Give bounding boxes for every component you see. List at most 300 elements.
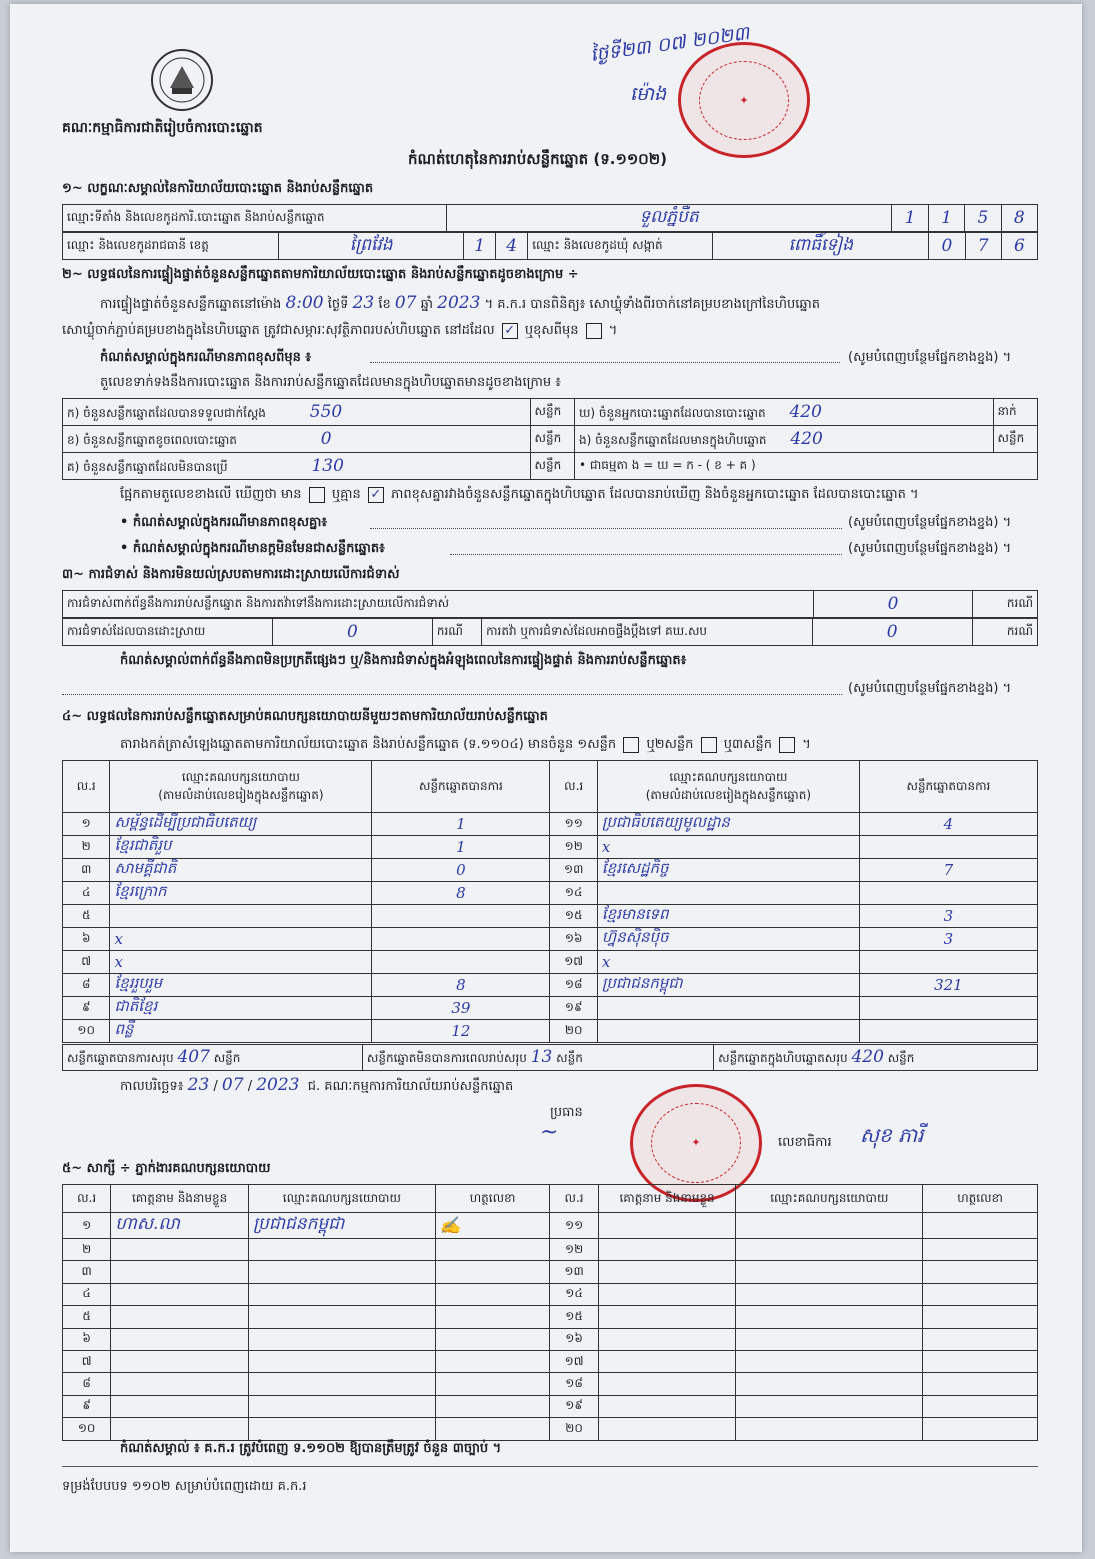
line2-text: សោឃ្លុំចាក់ភ្ជាប់គម្របខាងក្នុងនៃហិបឆ្នោត ត្រូវជាសម្ភារៈសុវត្ថិភាពរបស់ហិបឆ្នោត នៅដដែល	[62, 323, 495, 338]
col-party-sub: (តាមលំដាប់លេខរៀងក្នុងសន្លឹកឆ្នោត)	[645, 787, 812, 802]
sheets-intro: តារាងកត់ត្រាសំឡេងឆ្នោតតាមការិយាល័យបោះឆ្នោត និងរាប់សន្លឹកឆ្នោត (ទ.១១០៤) មានចំនួន ១សន្លឹក	[120, 737, 617, 752]
witness-no: ១៩	[550, 1395, 598, 1417]
result-votes: 7	[859, 859, 1037, 882]
result-party: x	[110, 928, 372, 951]
figure-label: ង) ចំនួនសន្លឹកឆ្នោតដែលមានក្នុងហិបឆ្នោត	[578, 432, 767, 447]
note-fill-text: (សូមបំពេញបន្ថែមផ្នែកខាងខ្នង)	[848, 350, 999, 365]
col-votes: សន្លឹកឆ្នោតបានការ	[372, 761, 550, 813]
result-no: ៨	[63, 974, 110, 997]
result-row	[63, 974, 1038, 997]
section2-title: ២~ លទ្ធផលនៃការផ្ទៀងផ្ទាត់ចំនួនសន្លឹកឆ្នោតតាមការិយាល័យបោះឆ្នោត និងរាប់សន្លឹកឆ្នោតដូចខាងក្រោម ÷	[62, 267, 579, 282]
result-party: ខ្មែរក្រោក	[110, 882, 372, 905]
figure-label: គ) ចំនួនសន្លឹកឆ្នោតដែលមិនបានប្រើ	[67, 459, 228, 474]
witness-signature	[435, 1261, 550, 1283]
section3-title: ៣~ ការជំទាស់ និងការមិនយល់ស្របតាមការដោះស្រាយលើការជំទាស់	[62, 567, 400, 582]
figure-unit: នាក់	[993, 399, 1037, 426]
witness-no: ១៧	[550, 1350, 598, 1372]
result-party: ខ្មែររួបរួម	[110, 974, 372, 997]
witness-name	[111, 1373, 249, 1395]
dotted-fill-line	[450, 554, 842, 555]
handwritten-time-top: ម៉ោង	[630, 83, 667, 105]
result-votes: 0	[372, 859, 550, 882]
result-party	[597, 1020, 859, 1043]
line1-text-e: ។ គ.ក.រ បានពិនិត្យ៖ សោឃ្លុំទាំងពីរចាក់នៅគម្របខាងក្រៅនៃហិបឆ្នោត	[484, 297, 820, 312]
date-day: 23	[187, 1075, 210, 1095]
committee-label: ជ. គណៈកម្មការការិយាល័យរាប់សន្លឹកឆ្នោត	[307, 1079, 514, 1094]
total-invalid	[362, 1045, 713, 1071]
total-valid-value: 407	[177, 1047, 210, 1067]
figures-intro: តួលេខទាក់ទងនឹងការបោះឆ្នោត និងការរាប់សន្លឹកឆ្នោតដែលមានក្នុងហិបឆ្នោតមានដូចខាងក្រោម ៖	[100, 375, 561, 390]
figure-unit: សន្លឹក	[530, 453, 574, 480]
witness-signature	[435, 1350, 550, 1372]
day-value: 23	[352, 293, 375, 313]
witness-row	[63, 1261, 1038, 1283]
two-sheets-checkbox[interactable]	[701, 737, 717, 753]
total-valid	[63, 1045, 363, 1071]
province-code-digit: 4	[496, 233, 528, 260]
result-no: ១០	[63, 1020, 110, 1043]
commune-code-digit: 0	[929, 233, 965, 260]
section1-table-row2	[62, 232, 1038, 260]
result-no: ១៤	[550, 882, 597, 905]
w-col-party: ឈ្មោះគណបក្សនយោបាយ	[248, 1185, 435, 1213]
bullet1-fill-hint	[848, 514, 1011, 532]
witness-signature	[435, 1283, 550, 1305]
objection-table	[62, 590, 1038, 618]
result-row	[63, 951, 1038, 974]
figure-label: ក) ចំនួនសន្លឹកឆ្នោតដែលបានទទួលជាក់ស្តែង	[67, 405, 266, 420]
results-table	[62, 760, 1038, 1043]
result-party: ប្រជាជនកម្ពុជា	[597, 974, 859, 997]
result-no: ១៩	[550, 997, 597, 1020]
figure-row-label	[574, 399, 993, 426]
witness-party	[248, 1306, 435, 1328]
result-party: ខ្មែរមានទេព	[597, 905, 859, 928]
result-party: x	[110, 951, 372, 974]
result-no: ១១	[550, 813, 597, 836]
document-page	[10, 4, 1082, 1552]
result-votes: 3	[859, 905, 1037, 928]
witness-signature	[923, 1283, 1038, 1305]
sheets-line	[120, 736, 811, 754]
irregularity-fill-hint	[848, 680, 1011, 698]
total-unit: សន្លឹក	[213, 1051, 241, 1065]
witness-signature	[923, 1418, 1038, 1440]
result-votes	[372, 905, 550, 928]
result-no: ១៥	[550, 905, 597, 928]
witness-signature	[435, 1418, 550, 1440]
province-value: ព្រៃវែង	[279, 233, 464, 260]
witness-signature	[435, 1239, 550, 1261]
line2-end: ។	[608, 323, 618, 338]
witness-row	[63, 1239, 1038, 1261]
witness-no: ១០	[63, 1418, 111, 1440]
witness-no: ៦	[63, 1328, 111, 1350]
witness-name	[598, 1213, 736, 1239]
result-votes	[859, 997, 1037, 1020]
line1-text-c: ខែ	[378, 297, 391, 312]
witness-signature	[435, 1306, 550, 1328]
date-month: 07	[221, 1075, 244, 1095]
witness-row	[63, 1350, 1038, 1372]
witness-name	[111, 1418, 249, 1440]
emblem-logo	[150, 48, 214, 112]
result-votes	[372, 951, 550, 974]
result-party: សម្ព័ន្ធដើម្បីប្រជាធិបតេយ្យ	[110, 813, 372, 836]
result-party: ប្រជាធិបតេយ្យមូលដ្ឋាន	[597, 813, 859, 836]
figure-row-label	[63, 453, 531, 480]
compare-option: ឬគ្មាន	[331, 487, 361, 502]
result-no: ១៨	[550, 974, 597, 997]
compare-line	[120, 486, 919, 504]
note-end: ។	[1002, 681, 1012, 696]
resolved-unit: ករណី	[432, 619, 481, 646]
note-fill-hint	[848, 349, 1011, 367]
witness-row	[63, 1328, 1038, 1350]
witness-party	[248, 1350, 435, 1372]
figure-value: 0	[320, 428, 332, 449]
figure-unit: សន្លឹក	[530, 426, 574, 453]
w-col-no: ល.រ	[550, 1185, 598, 1213]
witness-no: ៤	[63, 1283, 111, 1305]
result-row	[63, 928, 1038, 951]
witness-no: ១២	[550, 1239, 598, 1261]
witness-name	[598, 1373, 736, 1395]
total-box-label: សន្លឹកឆ្នោតក្នុងហិបឆ្នោតសរុប	[718, 1051, 848, 1065]
official-stamp-committee: ✦	[630, 1084, 762, 1202]
commune-value: ពោធិ៍ទៀង	[713, 233, 929, 260]
witness-name	[598, 1395, 736, 1417]
witness-row	[63, 1283, 1038, 1305]
figure-row-label	[63, 399, 531, 426]
result-party: x	[597, 951, 859, 974]
code-digit: 1	[928, 205, 964, 232]
witness-party	[248, 1283, 435, 1305]
witness-signature: ✍	[435, 1213, 550, 1239]
witness-no: ៩	[63, 1395, 111, 1417]
result-row	[63, 836, 1038, 859]
result-votes: 321	[859, 974, 1037, 997]
section1-table	[62, 204, 1038, 232]
figure-row-label	[63, 426, 531, 453]
note-end: ។	[1002, 541, 1012, 556]
footer-form-no: ទម្រង់បែបបទ ១១០២ សម្រាប់បំពេញដោយ គ.ក.រ	[62, 1479, 307, 1494]
objection-unit: ករណី	[973, 591, 1038, 618]
has-difference-checkbox[interactable]	[309, 487, 325, 503]
results-body	[63, 813, 1038, 1043]
witness-no: ១១	[550, 1213, 598, 1239]
witness-no: ១៤	[550, 1283, 598, 1305]
location-value-text: ទួលភ្នំបឺត	[639, 206, 699, 227]
witness-party	[736, 1373, 923, 1395]
witness-signature	[923, 1350, 1038, 1372]
section1-title: ១~ លក្ខណៈសម្គាល់នៃការិយាល័យបោះឆ្នោត និងរាប់សន្លឹកឆ្នោត	[62, 181, 374, 196]
signing-date-line: កាលបរិច្ឆេទ៖ 23 / 07 / 2023 ជ. គណៈកម្មការការិយាល័យរាប់សន្លឹកឆ្នោត	[120, 1075, 514, 1095]
col-no: ល.រ	[63, 761, 110, 813]
secretary-name: សុខ ភារី	[860, 1123, 924, 1147]
date-label: កាលបរិច្ឆេទ៖	[120, 1079, 184, 1094]
witness-signature	[923, 1373, 1038, 1395]
col-party-title: ឈ្មោះគណបក្សនយោបាយ	[181, 769, 300, 784]
col-party-title: ឈ្មោះគណបក្សនយោបាយ	[669, 769, 788, 784]
result-row	[63, 882, 1038, 905]
col-party	[597, 761, 859, 813]
witness-name	[598, 1239, 736, 1261]
result-no: ៧	[63, 951, 110, 974]
witness-name	[111, 1261, 249, 1283]
result-party	[597, 882, 859, 905]
result-no: ១៣	[550, 859, 597, 882]
witness-party	[736, 1350, 923, 1372]
footer-note: កំណត់សម្គាល់ ៖ គ.ក.រ ត្រូវបំពេញ ទ.១១០២ ឱ្យបានត្រឹមត្រូវ ចំនួន ៣ច្បាប់ ។	[120, 1441, 502, 1456]
one-sheet-checkbox[interactable]	[623, 737, 639, 753]
witness-party	[248, 1261, 435, 1283]
result-votes: 3	[859, 928, 1037, 951]
witness-body	[63, 1213, 1038, 1441]
line2-option: ឬខុសពីមុន	[524, 323, 579, 338]
compare-text: ផ្អែកតាមតួលេខខាងលើ ឃើញថា មាន	[120, 487, 302, 502]
witness-party	[736, 1328, 923, 1350]
figure-value: 420	[790, 428, 823, 449]
three-sheets-label: ឬ៣សន្លឹក	[723, 737, 772, 752]
col-votes: សន្លឹកឆ្នោតបានការ	[859, 761, 1037, 813]
witness-party: ប្រជាជនកម្ពុជា	[248, 1213, 435, 1239]
total-valid-label: សន្លឹកឆ្នោតបានការសរុប	[67, 1051, 174, 1065]
witness-party	[248, 1373, 435, 1395]
sheets-end: ។	[802, 737, 811, 752]
result-party: ខ្មែរជាតិរួប	[110, 836, 372, 859]
witness-name: ហាស.លា	[111, 1213, 249, 1239]
result-no: ២០	[550, 1020, 597, 1043]
col-no: ល.រ	[550, 761, 597, 813]
w-col-party: ឈ្មោះគណបក្សនយោបាយ	[736, 1185, 923, 1213]
no-difference-checkbox[interactable]: ✓	[368, 487, 384, 503]
witness-signature	[923, 1239, 1038, 1261]
objection-table-row2	[62, 618, 1038, 646]
witness-row	[63, 1373, 1038, 1395]
appeal-label: ការតវ៉ា ឬការជំទាស់ដែលអាចផ្ទឹងប្ដឹងទៅ គឃ.សប	[482, 619, 813, 646]
objection-count: 0	[814, 591, 973, 618]
code-digit: 5	[965, 205, 1001, 232]
witness-name	[598, 1283, 736, 1305]
total-unit: សន្លឹក	[887, 1051, 915, 1065]
result-row	[63, 1020, 1038, 1043]
three-sheets-checkbox[interactable]	[779, 737, 795, 753]
commune-code-digit: 7	[965, 233, 1001, 260]
bullet2-fill-hint	[848, 540, 1011, 558]
w-col-sign: ហត្ថលេខា	[435, 1185, 550, 1213]
appeal-unit: ករណី	[972, 619, 1037, 646]
result-votes: 39	[372, 997, 550, 1020]
result-no: ១	[63, 813, 110, 836]
witness-party	[736, 1239, 923, 1261]
result-votes	[859, 1020, 1037, 1043]
total-unit: សន្លឹក	[556, 1051, 583, 1065]
form-title: កំណត់ហេតុនៃការរាប់សន្លឹកឆ្នោត (ទ.១១០២)	[408, 150, 668, 168]
witness-signature	[923, 1328, 1038, 1350]
witness-name	[111, 1350, 249, 1372]
figure-value: 550	[309, 401, 343, 422]
witness-no: ២០	[550, 1418, 598, 1440]
witness-name	[598, 1261, 736, 1283]
witness-no: ៣	[63, 1261, 111, 1283]
w-col-no: ល.រ	[63, 1185, 111, 1213]
witness-row	[63, 1306, 1038, 1328]
witness-signature	[435, 1328, 550, 1350]
witness-party	[248, 1418, 435, 1440]
figure-unit: សន្លឹក	[530, 399, 574, 426]
year-value: 2023	[437, 293, 481, 313]
result-votes: 12	[372, 1020, 550, 1043]
figure-value: 420	[789, 401, 822, 422]
result-row	[63, 813, 1038, 836]
witness-name	[598, 1306, 736, 1328]
footer-divider	[62, 1466, 1038, 1467]
witness-name	[111, 1239, 249, 1261]
section5-title: ៥~ សាក្សី ÷ ភ្នាក់ងារគណបក្សនយោបាយ	[62, 1161, 271, 1176]
result-votes: 8	[372, 882, 550, 905]
result-party: ខ្មែរសេដ្ឋកិច្ច	[597, 859, 859, 882]
result-no: ៣	[63, 859, 110, 882]
result-votes	[859, 951, 1037, 974]
result-row	[63, 859, 1038, 882]
objection-label: ការជំទាស់ពាក់ព័ន្ធនឹងការរាប់សន្លឹកឆ្នោត និងការតវ៉ាទៅនឹងការដោះស្រាយលើការជំទាស់	[63, 591, 814, 618]
figure-label: ឃ) ចំនួនអ្នកបោះឆ្នោតដែលបានបោះឆ្នោត	[578, 405, 766, 420]
result-no: ១២	[550, 836, 597, 859]
result-no: ៥	[63, 905, 110, 928]
result-row	[63, 997, 1038, 1020]
dotted-fill-line	[62, 694, 842, 695]
result-votes: 1	[372, 813, 550, 836]
note-fill-text: (សូមបំពេញបន្ថែមផ្នែកខាងខ្នង)	[848, 515, 999, 530]
witness-signature	[923, 1213, 1038, 1239]
witness-row	[63, 1395, 1038, 1417]
witness-party	[736, 1283, 923, 1305]
note-fill-text: (សូមបំពេញបន្ថែមផ្នែកខាងខ្នង)	[848, 681, 999, 696]
note-end: ។	[1002, 350, 1012, 365]
figure-row-label	[574, 426, 993, 453]
appeal-count: 0	[812, 619, 972, 646]
witness-no: ៧	[63, 1350, 111, 1372]
official-stamp-top: ✦	[678, 42, 810, 158]
total-invalid-value: 13	[530, 1047, 553, 1067]
witness-signature	[923, 1261, 1038, 1283]
totals-table	[62, 1044, 1038, 1071]
result-no: ១៧	[550, 951, 597, 974]
witness-table	[62, 1184, 1038, 1441]
chair-signature: ~	[540, 1120, 559, 1145]
result-no: ៩	[63, 997, 110, 1020]
witness-party	[248, 1328, 435, 1350]
time-value: 8:00	[285, 293, 324, 313]
witness-name	[111, 1328, 249, 1350]
resolved-count: 0	[273, 619, 433, 646]
total-box	[714, 1045, 1038, 1071]
witness-row	[63, 1418, 1038, 1440]
location-value	[446, 205, 892, 232]
figure-value: 130	[311, 455, 344, 476]
w-col-sign: ហត្ថលេខា	[923, 1185, 1038, 1213]
commune-code-digit: 6	[1001, 233, 1037, 260]
witness-no: ១៣	[550, 1261, 598, 1283]
result-no: ៤	[63, 882, 110, 905]
note-end: ។	[1002, 515, 1012, 530]
w-col-name: គោត្តនាម និងនាមខ្លួន	[598, 1185, 736, 1213]
result-party: ជាតិខ្មែរ	[110, 997, 372, 1020]
line1-text-d: ឆ្នាំ	[420, 297, 434, 312]
witness-no: ២	[63, 1239, 111, 1261]
figure-label: ខ) ចំនួនសន្លឹកឆ្នោតខូចពេលបោះឆ្នោត	[67, 432, 237, 447]
witness-name	[598, 1328, 736, 1350]
witness-name	[598, 1418, 736, 1440]
w-col-name: គោត្តនាម និងនាមខ្លួន	[111, 1185, 249, 1213]
bullet-note-nonballot: • កំណត់សម្គាល់ក្នុងករណីមានក្ដមិនមែនជាសន្លឹកឆ្នោត៖	[120, 541, 385, 556]
witness-name	[598, 1350, 736, 1372]
section4-title: ៤~ លទ្ធផលនៃការរាប់សន្លឹកឆ្នោតសម្រាប់គណបក្សនយោបាយនីមួយៗតាមការិយាល័យរាប់សន្លឹកឆ្នោត	[62, 709, 548, 724]
col-party-sub: (តាមលំដាប់លេខរៀងក្នុងសន្លឹកឆ្នោត)	[158, 787, 324, 802]
figures-table	[62, 398, 1038, 480]
result-no: ២	[63, 836, 110, 859]
witness-party	[736, 1306, 923, 1328]
witness-party	[736, 1395, 923, 1417]
witness-no: ១៦	[550, 1328, 598, 1350]
irregularity-note: កំណត់សម្គាល់ពាក់ព័ន្ធនឹងភាពមិនប្រក្រតីផ្សេងៗ ឬ/និងការជំទាស់ក្នុងអំឡុងពេលនៃការផ្ទៀងផ្ទាត់ និងការរាប់សន្លឹកឆ្នោត៖	[120, 653, 687, 668]
dotted-fill-line	[370, 528, 842, 529]
commune-label: ឈ្មោះ និងលេខកូដឃុំ សង្កាត់	[528, 233, 713, 260]
different-checkbox[interactable]	[586, 323, 602, 339]
witness-signature	[435, 1395, 550, 1417]
witness-signature	[435, 1373, 550, 1395]
handwritten-date-top: ថ្ងៃទី២៣ ០៧ ២០២៣	[588, 21, 751, 67]
date-year: 2023	[256, 1075, 300, 1095]
result-party	[110, 905, 372, 928]
result-no: ៦	[63, 928, 110, 951]
note-fill-text: (សូមបំពេញបន្ថែមផ្នែកខាងខ្នង)	[848, 541, 999, 556]
witness-row	[63, 1213, 1038, 1239]
witness-no: ៥	[63, 1306, 111, 1328]
witness-party	[736, 1418, 923, 1440]
province-code-digit: 1	[464, 233, 496, 260]
verification-line2	[62, 322, 617, 340]
witness-party	[248, 1239, 435, 1261]
result-party: ហ្វ៊ុនស៊ិនប៉ិច	[597, 928, 859, 951]
witness-name	[111, 1306, 249, 1328]
result-party: ពន្លឺ	[110, 1020, 372, 1043]
note-difference: កំណត់សម្គាល់ក្នុងករណីមានភាពខុសពីមុន ៖	[100, 350, 312, 365]
chair-label: ប្រធាន	[550, 1105, 583, 1120]
same-checkbox[interactable]: ✓	[502, 323, 518, 339]
formula-note: • ជាធម្មតា ង = ឃ = ក - ( ខ + គ )	[574, 453, 1037, 480]
result-votes	[859, 836, 1037, 859]
figure-unit: សន្លឹក	[993, 426, 1037, 453]
two-sheets-label: ឬ២សន្លឹក	[646, 737, 694, 752]
bullet-note-difference: • កំណត់សម្គាល់ក្នុងករណីមានភាពខុសគ្នា៖	[120, 515, 328, 530]
result-votes	[859, 882, 1037, 905]
secretary-label: លេខាធិការ	[778, 1135, 832, 1150]
result-votes: 8	[372, 974, 550, 997]
col-party	[110, 761, 372, 813]
org-name: គណៈកម្មាធិការជាតិរៀបចំការបោះឆ្នោត	[62, 120, 263, 136]
result-party: សាមគ្គីជាតិ	[110, 859, 372, 882]
code-digit: 8	[1001, 205, 1037, 232]
witness-party	[248, 1395, 435, 1417]
result-row	[63, 905, 1038, 928]
witness-no: ៨	[63, 1373, 111, 1395]
verification-line1	[100, 294, 820, 314]
witness-name	[111, 1283, 249, 1305]
code-digit: 1	[892, 205, 928, 232]
resolved-label: ការជំទាស់ដែលបានដោះស្រាយ	[63, 619, 273, 646]
